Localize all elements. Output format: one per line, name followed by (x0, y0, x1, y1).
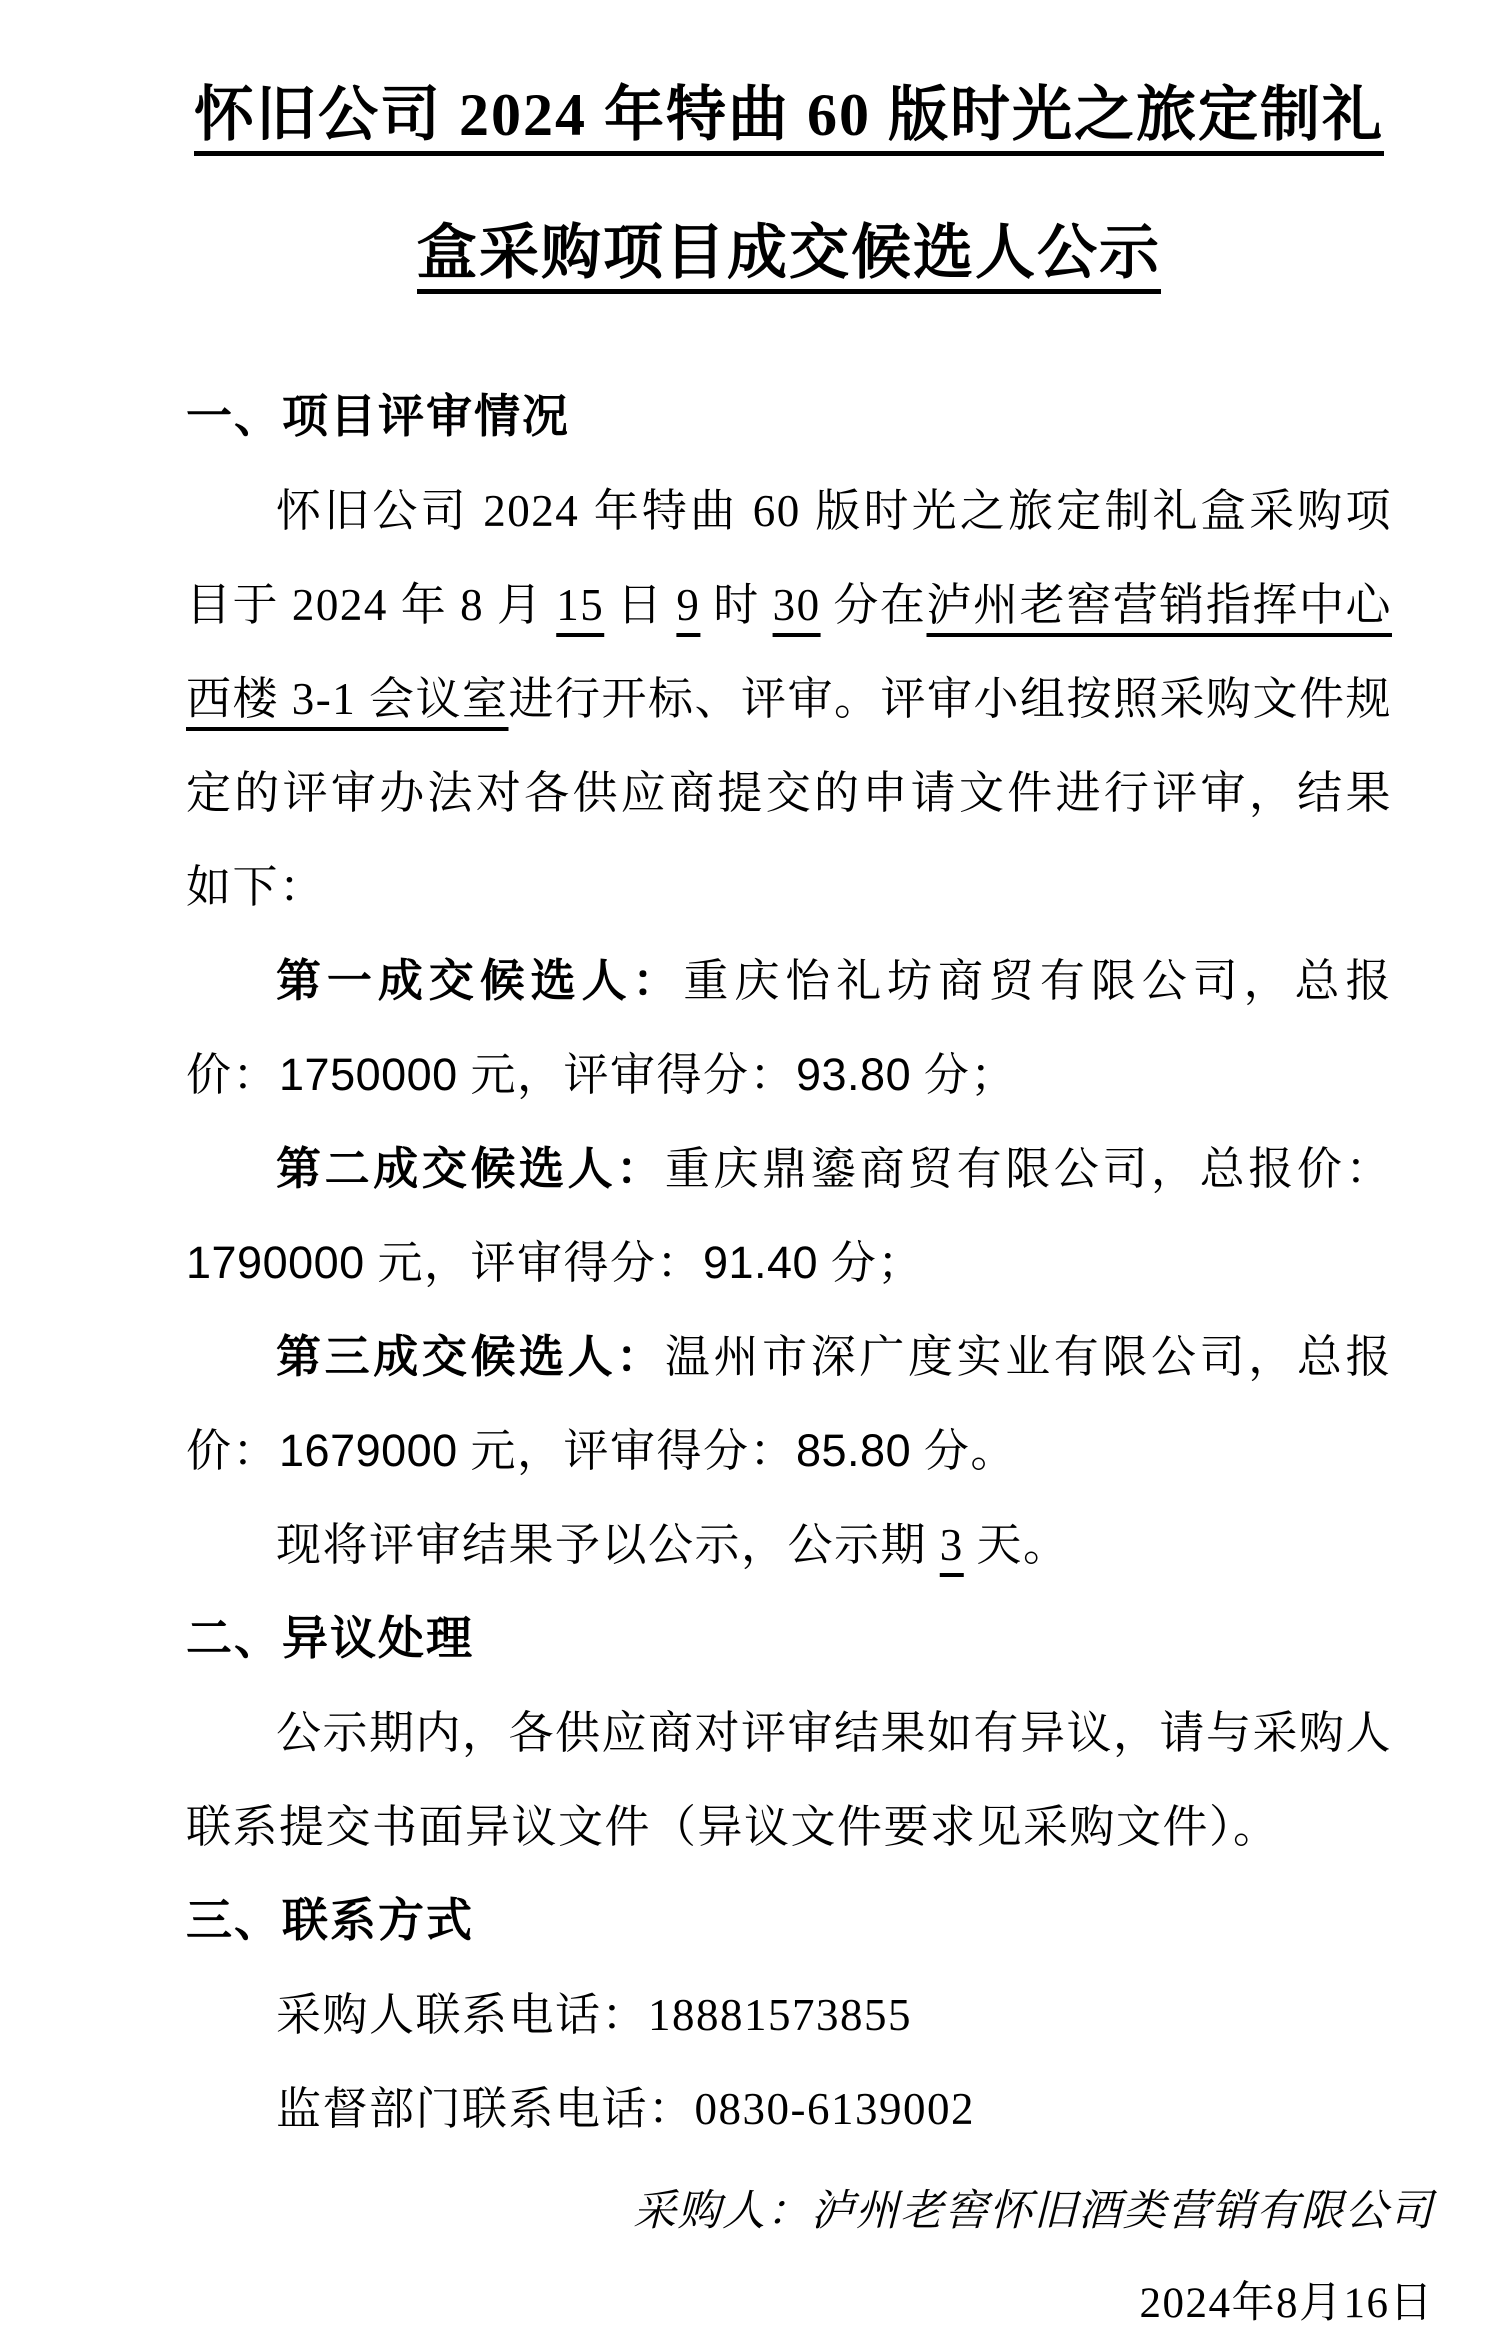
bid-opening-minute: 30 (772, 580, 821, 630)
purchaser-signature: 采购人：泸州老窖怀旧酒类营销有限公司 (633, 2188, 1434, 2235)
candidate-3-price: 1679000 (279, 1425, 458, 1476)
candidate-2-mid-text: 元，评审得分： (364, 1238, 703, 1288)
overview-text-1: 怀旧公司 2024 年特曲 60 版时光之旅定制礼盒采购项目于 2024 年 8 月 (186, 486, 1392, 630)
document-title-line-2: 盒采购项目成交候选人公示 (417, 220, 1161, 286)
purchaser-phone-label: 采购人联系电话： (276, 1990, 649, 2040)
candidate-2-tail-text: 分； (818, 1238, 924, 1288)
document-date: 2024年8月16日 (1139, 2280, 1434, 2327)
document-title-line-1: 怀旧公司 2024 年特曲 60 版时光之旅定制礼 (194, 82, 1384, 148)
section-2-heading: 二、异议处理 (186, 1613, 474, 1664)
overview-text-4: 分在 (820, 580, 927, 630)
supervision-phone-line (186, 2062, 1392, 2156)
candidate-1-company: 重庆怡礼坊商贸有限公司，总报价： (186, 956, 1392, 1100)
candidate-1-tail-text: 分； (911, 1050, 1017, 1100)
candidate-3-tail-text: 分。 (911, 1426, 1017, 1476)
candidate-2-price: 1790000 (186, 1237, 365, 1288)
document-footer (186, 2166, 1434, 2350)
candidate-1-score: 93.80 (795, 1049, 912, 1100)
publicity-period-paragraph (186, 1498, 1392, 1592)
bid-opening-day: 15 (556, 580, 605, 630)
candidate-3-label: 第三成交候选人： (276, 1332, 665, 1382)
evaluation-overview-paragraph (186, 464, 1392, 934)
candidate-2-paragraph (186, 1122, 1392, 1310)
supervision-phone-number: 0830-6139002 (694, 2084, 976, 2134)
bid-opening-hour: 9 (676, 580, 701, 630)
candidate-1-paragraph (186, 934, 1392, 1122)
candidate-3-mid-text: 元，评审得分： (457, 1426, 796, 1476)
document-title (186, 50, 1392, 318)
overview-text-3: 时 (700, 580, 773, 630)
candidate-3-paragraph (186, 1310, 1392, 1498)
publicity-text-1: 现将评审结果予以公示，公示期 (276, 1520, 940, 1570)
candidate-1-label: 第一成交候选人： (276, 956, 684, 1006)
title-row-2 (186, 188, 1392, 318)
objection-paragraph: 公示期内，各供应商对评审结果如有异议，请与采购人联系提交书面异议文件（异议文件要求见采购文件）。 (186, 1708, 1393, 1852)
bid-opening-location: 泸州老窖营销指挥中心西楼 3-1 会议室 (186, 580, 1392, 724)
section-3-heading: 三、联系方式 (186, 1895, 474, 1946)
publicity-days: 3 (939, 1520, 964, 1570)
publicity-text-2: 天。 (963, 1520, 1070, 1570)
purchaser-phone-number: 18881573855 (648, 1990, 913, 2040)
title-row-1 (186, 50, 1392, 180)
candidate-3-company: 温州市深广度实业有限公司，总报价： (186, 1332, 1392, 1476)
overview-text-5: 进行开标、评审。评审小组按照采购文件规定的评审办法对各供应商提交的申请文件进行评审，结果如下： (186, 674, 1393, 912)
overview-text-2: 日 (604, 580, 677, 630)
candidate-2-company: 重庆鼎鎏商贸有限公司，总报价： (664, 1144, 1392, 1194)
candidate-2-score: 91.40 (702, 1237, 819, 1288)
section-1-heading: 一、项目评审情况 (186, 391, 570, 442)
candidate-2-label: 第二成交候选人： (276, 1144, 665, 1194)
purchaser-phone-line (186, 1968, 1392, 2062)
candidate-1-mid-text: 元，评审得分： (457, 1050, 796, 1100)
candidate-1-price: 1750000 (279, 1049, 458, 1100)
candidate-3-score: 85.80 (795, 1425, 912, 1476)
supervision-phone-label: 监督部门联系电话： (276, 2084, 695, 2134)
